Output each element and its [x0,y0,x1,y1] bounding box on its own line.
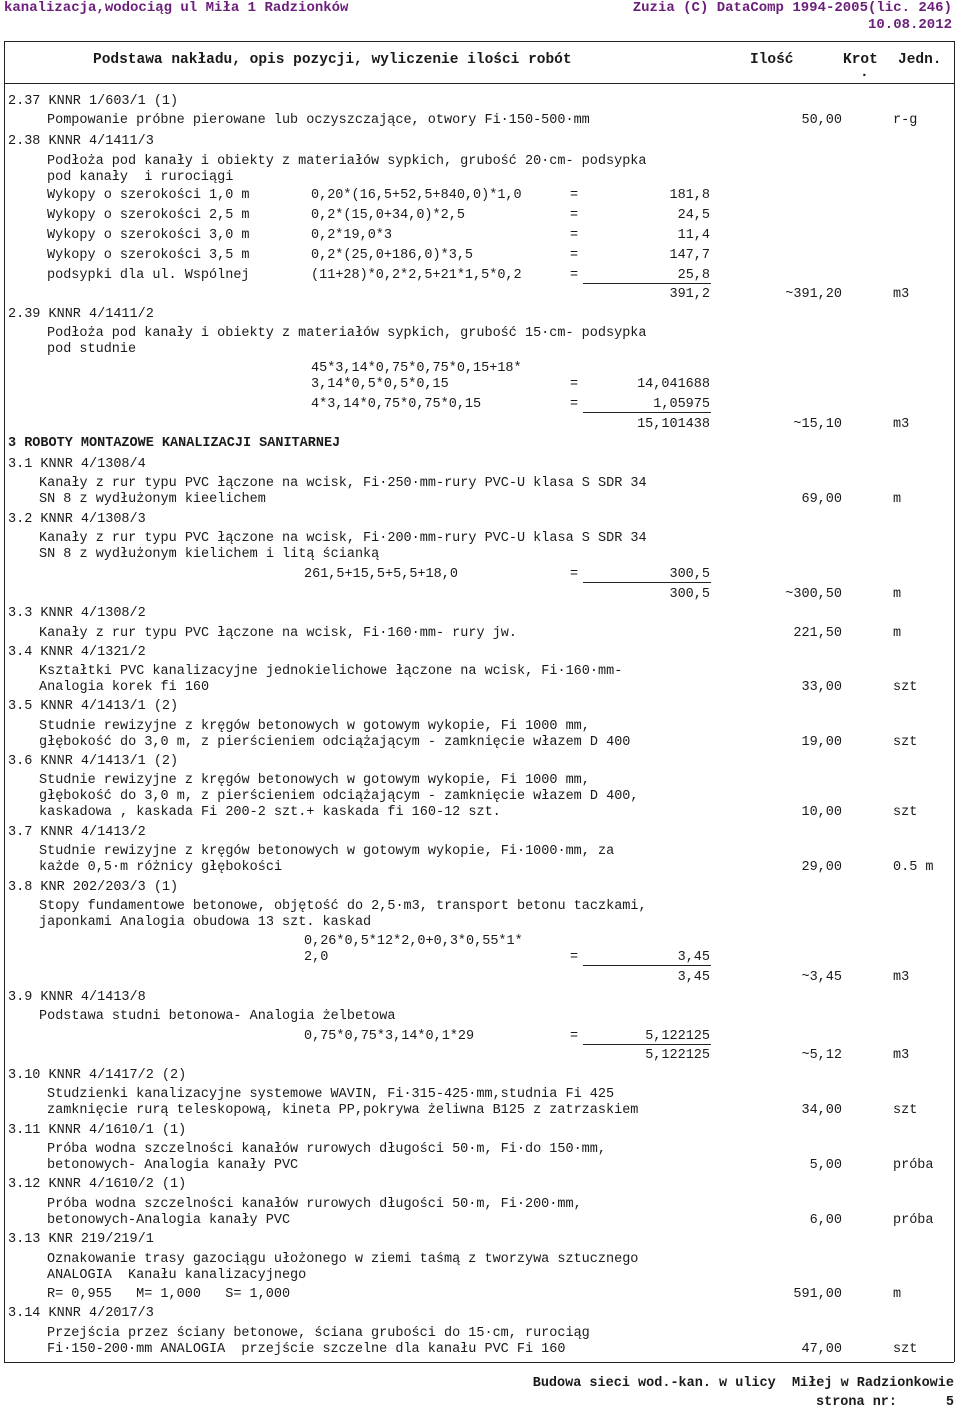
item-description: zamknięcie rurą teleskopową, kineta PP,pokrywa żeliwna B125 z zatrzaskiem [47,1103,639,1118]
calc-value: 181,8 [669,188,710,203]
item-quantity: ~3,45 [801,970,842,985]
item-quantity: 33,00 [801,680,842,695]
item-description: SN 8 z wydłużonym kielichem i litą ścianką [39,547,380,562]
calc-value: 14,041688 [637,377,710,392]
item-quantity: 47,00 [801,1342,842,1357]
item-quantity: 50,00 [801,113,842,128]
item-unit: próba [893,1158,934,1173]
item-number: 3.5 KNNR 4/1413/1 (2) [8,699,179,714]
item-quantity: 29,00 [801,860,842,875]
item-unit: szt [893,805,918,820]
calc-expression: 0,2*19,0*3 [311,228,393,243]
calc-value: 3,45 [677,950,710,965]
item-number: 3.11 KNNR 4/1610/1 (1) [8,1123,187,1138]
item-unit: m3 [893,1048,910,1063]
item-unit: 0.5 m [893,860,934,875]
item-sum: 5,122125 [645,1048,710,1063]
item-unit: m [893,626,902,641]
item-number: 3.4 KNNR 4/1321/2 [8,645,146,660]
column-krot-dot: . [860,65,869,81]
item-description: głębokość do 3,0 m, z pierścieniem odciążającym - zamknięcie włazem D 400 [39,735,631,750]
footer-page-number: 5 [945,1395,954,1410]
calc-equals: = [570,1029,579,1044]
item-unit: szt [893,680,918,695]
table-right-border [954,41,955,1362]
item-number: 2.37 KNNR 1/603/1 (1) [8,94,179,109]
calc-label: Wykopy o szerokości 3,5 m [47,248,250,263]
item-description: głębokość do 3,0 m, z pierścieniem odciążającym - zamknięcie włazem D 400, [39,789,639,804]
item-quantity: 221,50 [793,626,842,641]
item-sum: 15,101438 [637,417,710,432]
column-unit: Jedn. [898,52,942,68]
item-number: 3.2 KNNR 4/1308/3 [8,512,146,527]
calc-expression: 0,2*(15,0+34,0)*2,5 [311,208,465,223]
item-description: Podstawa studni betonowa- Analogia żelbetowa [39,1009,396,1024]
item-description: betonowych- Analogia kanały PVC [47,1158,299,1173]
print-date: 10.08.2012 [867,17,952,33]
item-description: Pompowanie próbne pierowane lub oczyszczające, otwory Fi·150-500·mm [47,113,590,128]
item-description: Studnie rewizyjne z kręgów betonowych w gotowym wykopie, Fi 1000 mm, [39,773,590,788]
item-description: Kanały z rur typu PVC łączone na wcisk, Fi·160·mm- rury jw. [39,626,517,641]
item-unit: szt [893,735,918,750]
item-number: 3.1 KNNR 4/1308/4 [8,457,146,472]
calc-equals: = [570,950,579,965]
software-label: Zuzia (C) DataComp 1994-2005(lic. 246) [632,0,952,16]
item-description: Kształtki PVC kanalizacyjne jednokielichowe łączone na wcisk, Fi·160·mm- [39,664,623,679]
item-description: każde 0,5·m różnicy głębokości [39,860,283,875]
calc-expression: 4*3,14*0,75*0,75*0,15 [311,397,482,412]
item-number: 3.7 KNNR 4/1413/2 [8,825,146,840]
item-description: kaskadowa , kaskada Fi 200-2 szt.+ kaskada fi 160-12 szt. [39,805,501,820]
item-description: ANALOGIA Kanału kanalizacyjnego [47,1268,307,1283]
calc-value: 300,5 [669,567,710,582]
item-description: Przejścia przez ściany betonowe, ściana grubości do 15·cm, rurociąg [47,1326,590,1341]
item-unit: m [893,587,902,602]
item-unit: próba [893,1213,934,1228]
calc-expression: (11+28)*0,2*2,5+21*1,5*0,2 [311,268,522,283]
calc-label: Wykopy o szerokości 3,0 m [47,228,250,243]
item-description: betonowych-Analogia kanały PVC [47,1213,291,1228]
item-description: Podłoża pod kanały i obiekty z materiałów sypkich, grubość 20·cm- podsypka [47,154,647,169]
item-quantity: 19,00 [801,735,842,750]
item-description: SN 8 z wydłużonym kieelichem [39,492,266,507]
calc-equals: = [570,268,579,283]
sum-line [583,582,711,583]
sum-line [583,412,711,413]
item-quantity: ~300,50 [785,587,842,602]
item-number: 2.39 KNNR 4/1411/2 [8,307,154,322]
table-bottom-border [4,1362,954,1363]
item-description: Fi·150-200·mm ANALOGIA przejście szczelne dla kanału PVC Fi 160 [47,1342,566,1357]
item-number: 3.6 KNNR 4/1413/1 (2) [8,754,179,769]
item-quantity: ~15,10 [793,417,842,432]
sum-line [583,965,711,966]
calc-equals: = [570,397,579,412]
item-description: Podłoża pod kanały i obiekty z materiałów sypkich, grubość 15·cm- podsypka [47,326,647,341]
item-description: Analogia korek fi 160 [39,680,210,695]
calc-expression: 2,0 [304,950,329,965]
item-description: Stopy fundamentowe betonowe, objętość do 2,5·m3, transport betonu taczkami, [39,899,647,914]
calc-expression: 0,2*(25,0+186,0)*3,5 [311,248,474,263]
item-number: 3.8 KNR 202/203/3 (1) [8,880,179,895]
table-left-border [4,41,5,1362]
item-unit: m [893,492,902,507]
column-krot: Krot [843,52,878,68]
calc-value: 25,8 [677,268,710,283]
table-header-divider [4,83,954,84]
item-description: Oznakowanie trasy gazociągu ułożonego w ziemi taśmą z tworzywa sztucznego [47,1252,639,1267]
item-quantity: 5,00 [809,1158,842,1173]
calc-value: 147,7 [669,248,710,263]
table-top-border [4,41,954,42]
item-unit: r-g [893,113,918,128]
item-number: 3.14 KNNR 4/2017/3 [8,1306,154,1321]
item-unit: m [893,1287,902,1302]
item-description: Kanały z rur typu PVC łączone na wcisk, Fi·250·mm-rury PVC-U klasa S SDR 34 [39,476,647,491]
footer-page-label: strona nr: [816,1395,898,1410]
item-description: Kanały z rur typu PVC łączone na wcisk, Fi·200·mm-rury PVC-U klasa S SDR 34 [39,531,647,546]
item-quantity: 34,00 [801,1103,842,1118]
item-quantity: ~5,12 [801,1048,842,1063]
calc-expression: 45*3,14*0,75*0,75*0,15+18* [311,361,522,376]
item-number: 3.10 KNNR 4/1417/2 (2) [8,1068,187,1083]
item-sum: 391,2 [669,287,710,302]
column-description: Podstawa nakładu, opis pozycji, wyliczenie ilości robót [93,52,572,68]
item-number: 3.12 KNNR 4/1610/2 (1) [8,1177,187,1192]
item-number: 2.38 KNNR 4/1411/3 [8,134,154,149]
item-unit: m3 [893,970,910,985]
calc-equals: = [570,567,579,582]
column-quantity: Ilość [750,52,794,68]
calc-expression: 0,75*0,75*3,14*0,1*29 [304,1029,475,1044]
item-number: 3.9 KNNR 4/1413/8 [8,990,146,1005]
item-unit: m3 [893,417,910,432]
item-number: 3.3 KNNR 4/1308/2 [8,606,146,621]
document-title: kanalizacja,wodociąg ul Miła 1 Radzionków [4,0,349,16]
item-unit: szt [893,1342,918,1357]
section-heading: 3 ROBOTY MONTAZOWE KANALIZACJI SANITARNEJ [8,436,341,451]
item-quantity: ~391,20 [785,287,842,302]
item-description: Studnie rewizyjne z kręgów betonowych w gotowym wykopie, Fi·1000·mm, za [39,844,615,859]
item-description: Próba wodna szczelności kanałów rurowych długości 50·m, Fi·200·mm, [47,1197,582,1212]
calc-value: 24,5 [677,208,710,223]
calc-expression: 261,5+15,5+5,5+18,0 [304,567,458,582]
item-sum: 3,45 [677,970,710,985]
calc-value: 1,05975 [653,397,710,412]
footer-project-title: Budowa sieci wod.-kan. w ulicy Miłej w Radzionkowie [532,1376,954,1391]
calc-label: Wykopy o szerokości 1,0 m [47,188,250,203]
item-description: pod kanały i rurociągi [47,170,234,185]
calc-equals: = [570,208,579,223]
item-quantity: 591,00 [793,1287,842,1302]
item-number: 3.13 KNR 219/219/1 [8,1232,154,1247]
calc-equals: = [570,228,579,243]
calc-label: Wykopy o szerokości 2,5 m [47,208,250,223]
calc-equals: = [570,248,579,263]
item-quantity: 69,00 [801,492,842,507]
item-coefficients: R= 0,955 M= 1,000 S= 1,000 [47,1287,291,1302]
item-description: japonkami Analogia obudowa 13 szt. kaskad [39,915,372,930]
item-quantity: 6,00 [809,1213,842,1228]
calc-label: podsypki dla ul. Wspólnej [47,268,250,283]
item-sum: 300,5 [669,587,710,602]
sum-line [583,283,711,284]
item-unit: m3 [893,287,910,302]
calc-expression: 0,26*0,5*12*2,0+0,3*0,55*1* [304,934,523,949]
item-description: Próba wodna szczelności kanałów rurowych długości 50·m, Fi·do 150·mm, [47,1142,606,1157]
sum-line [583,1044,711,1045]
item-description: Studnie rewizyjne z kręgów betonowych w gotowym wykopie, Fi 1000 mm, [39,719,590,734]
calc-equals: = [570,188,579,203]
calc-value: 11,4 [677,228,710,243]
item-quantity: 10,00 [801,805,842,820]
calc-expression: 0,20*(16,5+52,5+840,0)*1,0 [311,188,522,203]
calc-expression: 3,14*0,5*0,5*0,15 [311,377,449,392]
calc-equals: = [570,377,579,392]
item-description: pod studnie [47,342,137,357]
item-unit: szt [893,1103,918,1118]
item-description: Studzienki kanalizacyjne systemowe WAVIN, Fi·315-425·mm,studnia Fi 425 [47,1087,615,1102]
calc-value: 5,122125 [645,1029,710,1044]
